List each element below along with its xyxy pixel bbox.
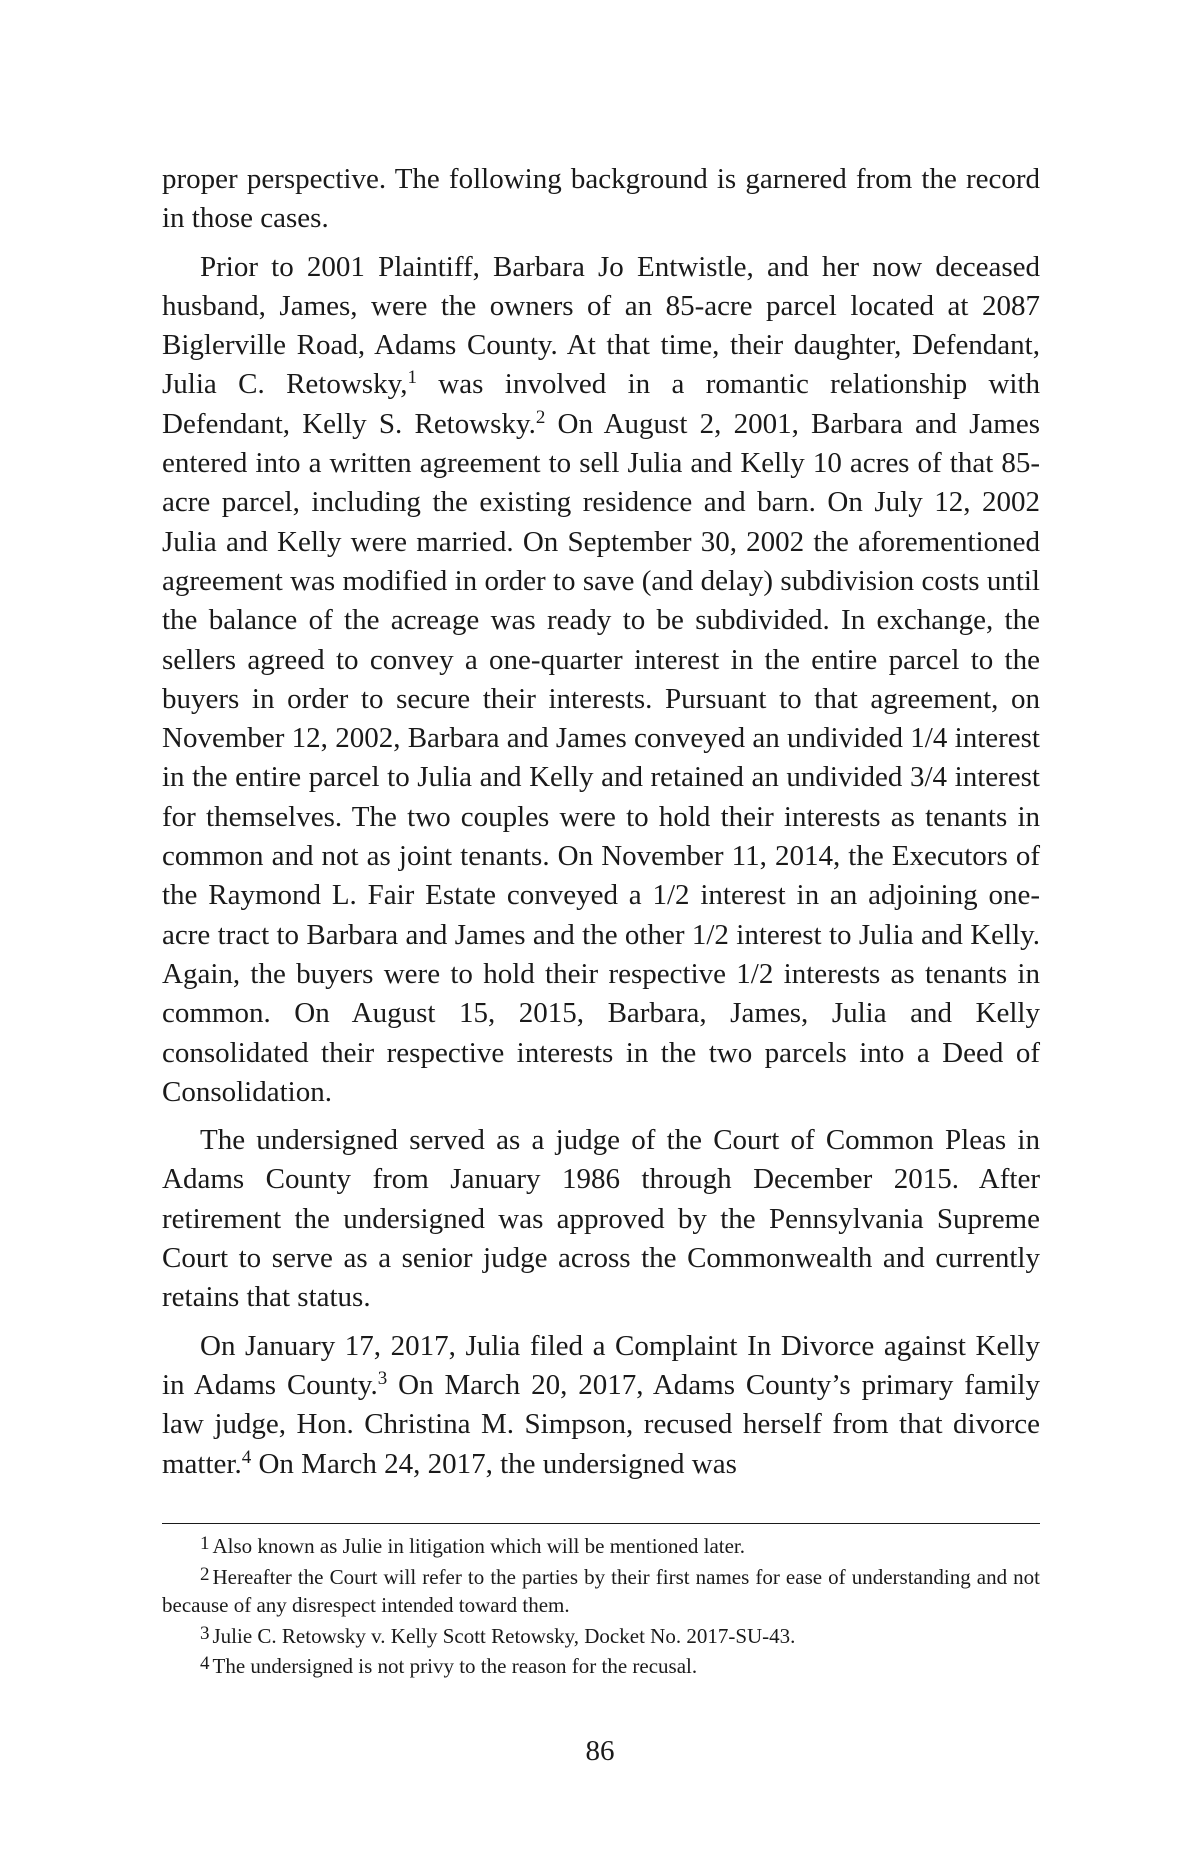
paragraph-2-text-a: Prior to 2001 Plaintiff, Barbara Jo Entwistle, and her now deceased husband, James, were the owners of an 85-acre parcel located at 2087 Biglerville Road, Adams County. At that time, their daughter, Defendant, Julia C. Retowsky, bbox=[162, 250, 1040, 401]
footnote-ref-3[interactable]: 3 bbox=[377, 1367, 388, 1389]
paragraph-3-text: The undersigned served as a judge of the Court of Common Pleas in Adams County from January 1986 through December 2015. After retirement the undersigned was approved by the Pennsylvania Supreme Court to serve as a senior judge across the Commonwealth and currently retains that status. bbox=[162, 1124, 1040, 1314]
paragraph-4-text-a: On January 17, 2017, Julia filed a Complaint In Divorce against Kelly in Adams County. bbox=[162, 1329, 1040, 1401]
paragraph-2 bbox=[162, 248, 1040, 1113]
page-number: 86 bbox=[585, 1735, 615, 1767]
footnote-3 bbox=[162, 1622, 1040, 1651]
footnote-3-text: Julie C. Retowsky v. Kelly Scott Retowsky, Docket No. 2017-SU-43. bbox=[212, 1623, 796, 1648]
footnote-4 bbox=[162, 1652, 1040, 1681]
footnote-4-number: 4 bbox=[200, 1653, 210, 1674]
footnote-1-text: Also known as Julie in litigation which will be mentioned later. bbox=[212, 1534, 746, 1558]
footnote-ref-1[interactable]: 1 bbox=[407, 367, 417, 389]
footnote-2-number: 2 bbox=[200, 1563, 210, 1585]
footnote-2 bbox=[162, 1563, 1040, 1620]
footnote-2-text: Hereafter the Court will refer to the parties by their first names for ease of understanding and not because of any disrespect intended toward them. bbox=[162, 1564, 1040, 1617]
footnote-1-number: 1 bbox=[200, 1533, 210, 1554]
paragraph-1 bbox=[162, 160, 1040, 239]
paragraph-1-text: proper perspective. The following background is garnered from the record in those cases. bbox=[162, 163, 1040, 235]
page-body bbox=[162, 160, 1040, 1493]
footnote-3-number: 3 bbox=[200, 1622, 210, 1644]
body-text bbox=[162, 160, 1040, 1484]
paragraph-2-text-c: On August 2, 2001, Barbara and James entered into a written agreement to sell Julia and Kelly 10 acres of that 85-acre parcel, including the existing residence and barn. On July 12, 2002 Julia and Kelly were married. On September 30, 2002 the aforementioned agreement was modified in order to save (and delay) subdivision costs until the balance of the acreage was ready to be subdivided. In exchange, the sellers agreed to convey a one-quarter interest in the entire parcel to the buyers in order to secure their interests. Pursuant to that agreement, on November 12, 2002, Barbara and James conveyed an undivided 1/4 interest in the entire parcel to Julia and Kelly and retained an undivided 3/4 interest for themselves. The two couples were to hold their interests as tenants in common and not as joint tenants. On November 11, 2014, the Executors of the Raymond L. Fair Estate conveyed a 1/2 interest in an adjoining one-acre tract to Barbara and James and the other 1/2 interest to Julia and Kelly. Again, the buyers were to hold their respective 1/2 interests as tenants in common. On August 15, 2015, Barbara, James, Julia and Kelly consolidated their respective interests in the two parcels into a Deed of Consolidation. bbox=[162, 407, 1040, 1108]
paragraph-2-text-b: was involved in a romantic relationship with Defendant, Kelly S. Retowsky. bbox=[162, 368, 1041, 440]
footnote-4-text: The undersigned is not privy to the reason for the recusal. bbox=[212, 1654, 698, 1678]
footnote-divider bbox=[162, 1523, 1040, 1524]
footnote-ref-2[interactable]: 2 bbox=[535, 406, 546, 428]
footnotes bbox=[162, 1532, 1040, 1683]
paragraph-4-text-b: On March 20, 2017, Adams County’s primary family law judge, Hon. Christina M. Simpson, recused herself from that divorce matter. bbox=[162, 1368, 1040, 1480]
paragraph-4 bbox=[162, 1327, 1040, 1484]
footnote-ref-4[interactable]: 4 bbox=[241, 1446, 252, 1468]
paragraph-4-text-c: On March 24, 2017, the undersigned was bbox=[251, 1447, 737, 1480]
paragraph-3 bbox=[162, 1121, 1040, 1317]
footnote-1 bbox=[162, 1532, 1040, 1561]
